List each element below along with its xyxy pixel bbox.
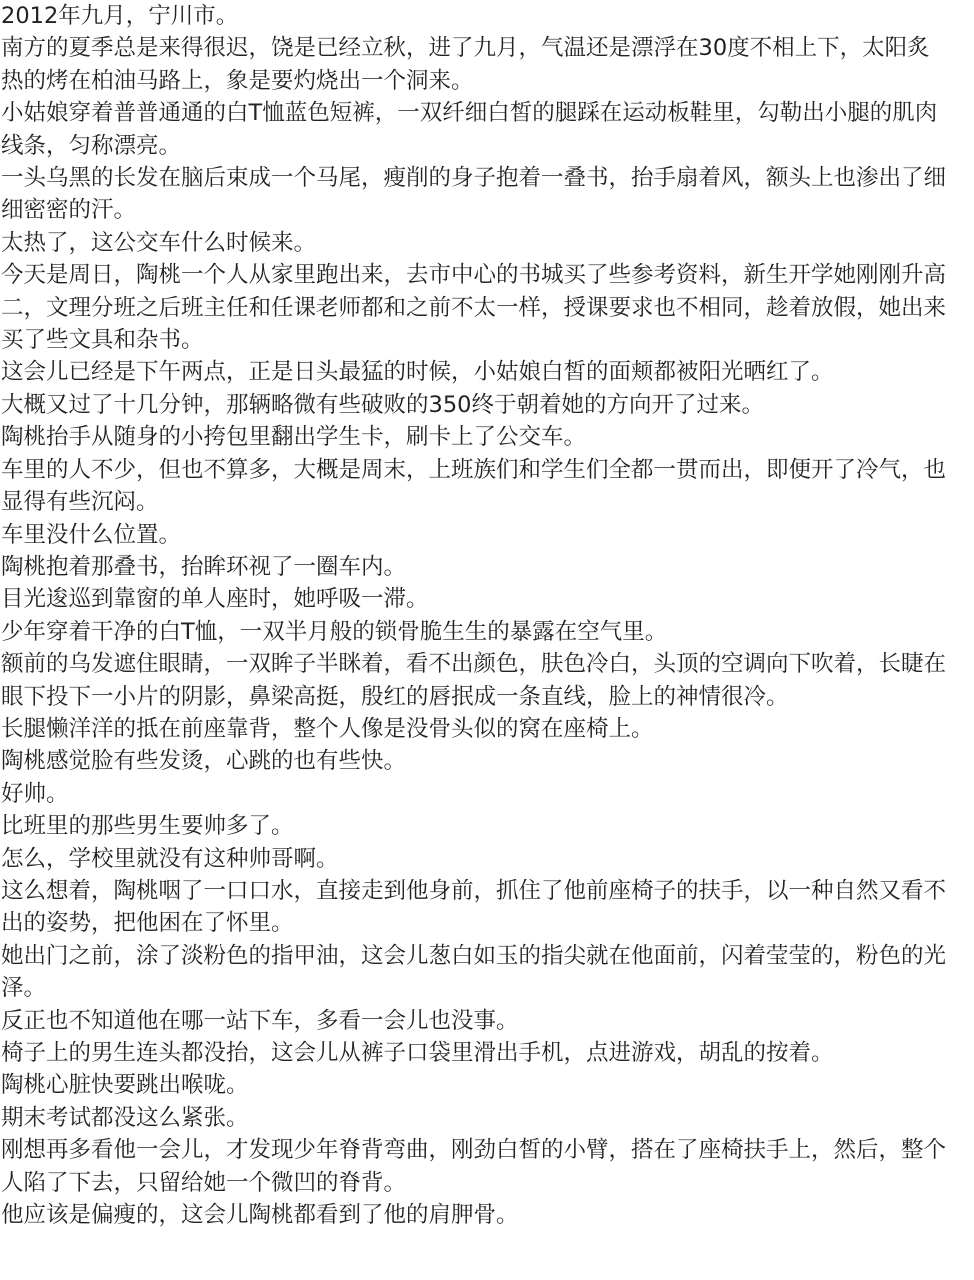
paragraph: 比班里的那些男生要帅多了。 xyxy=(1,813,294,840)
paragraph-list xyxy=(1,0,948,1231)
paragraph: 2012年九月，宁川市。 xyxy=(1,3,239,29)
paragraph: 好帅。 xyxy=(1,780,69,807)
paragraph: 怎么，学校里就没有这种帅哥啊。 xyxy=(1,845,339,872)
paragraph: 陶桃抬手从随身的小挎包里翻出学生卡，刷卡上了公交车。 xyxy=(1,424,587,451)
paragraph: 大概又过了十几分钟，那辆略微有些破败的350终于朝着她的方向开了过来。 xyxy=(1,391,764,418)
paragraph: 少年穿着干净的白T恤，一双半月般的锁骨脆生生的暴露在空气里。 xyxy=(1,618,668,645)
paragraph: 椅子上的男生连头都没抬，这会儿从裤子口袋里滑出手机，点进游戏，胡乱的按着。 xyxy=(1,1040,834,1066)
paragraph: 期末考试都没这么紧张。 xyxy=(1,1104,249,1131)
paragraph: 她出门之前，涂了淡粉色的指甲油，这会儿葱白如玉的指尖就在他面前，闪着莹莹的，粉色的光泽。 xyxy=(1,942,947,1002)
paragraph: 今天是周日，陶桃一个人从家里跑出来，去市中心的书城买了些参考资料，新生开学她刚刚升高二，文理分班之后班主任和任课老师都和之前不太一样，授课要求也不相同，趁着放假，她出来买了些文具和杂书。 xyxy=(1,262,947,354)
paragraph: 他应该是偏瘦的，这会儿陶桃都看到了他的肩胛骨。 xyxy=(1,1202,519,1229)
paragraph: 这会儿已经是下午两点，正是日头最猛的时候，小姑娘白皙的面颊都被阳光晒红了。 xyxy=(1,359,834,386)
paragraph: 车里的人不少，但也不算多，大概是周末，上班族们和学生们全都一贯而出，即便开了冷气，也显得有些沉闷。 xyxy=(1,456,947,516)
paragraph: 陶桃感觉脸有些发烫，心跳的也有些快。 xyxy=(1,748,407,775)
paragraph: 目光逡巡到靠窗的单人座时，她呼吸一滞。 xyxy=(1,586,429,613)
paragraph: 这么想着，陶桃咽了一口口水，直接走到他身前，抓住了他前座椅子的扶手，以一种自然又看不出的姿势，把他困在了怀里。 xyxy=(1,877,947,937)
paragraph: 刚想再多看他一会儿，才发现少年脊背弯曲，刚劲白皙的小臂，搭在了座椅扶手上，然后，整个人陷了下去，只留给她一个微凹的脊背。 xyxy=(1,1137,947,1196)
paragraph: 小姑娘穿着普普通通的白T恤蓝色短裤，一双纤细白皙的腿踩在运动板鞋里，勾勒出小腿的肌肉线条，匀称漂亮。 xyxy=(1,100,938,159)
paragraph: 反正也不知道他在哪一站下车，多看一会儿也没事。 xyxy=(1,1007,519,1034)
paragraph: 额前的乌发遮住眼睛，一双眸子半眯着，看不出颜色，肤色冷白，头顶的空调向下吹着，长睫在眼下投下一小片的阴影，鼻梁高挺，殷红的唇抿成一条直线，脸上的神情很冷。 xyxy=(1,651,947,710)
paragraph: 南方的夏季总是来得很迟，饶是已经立秋，进了九月，气温还是漂浮在30度不相上下，太阳炙热的烤在柏油马路上，象是要灼烧出一个洞来。 xyxy=(1,35,930,94)
paragraph: 太热了，这公交车什么时候来。 xyxy=(1,229,317,256)
paragraph: 陶桃心脏快要跳出喉咙。 xyxy=(1,1072,249,1099)
paragraph: 车里没什么位置。 xyxy=(1,521,182,548)
paragraph: 长腿懒洋洋的抵在前座靠背，整个人像是没骨头似的窝在座椅上。 xyxy=(1,715,654,742)
paragraph: 陶桃抱着那叠书，抬眸环视了一圈车内。 xyxy=(1,553,407,580)
paragraph: 一头乌黑的长发在脑后束成一个马尾，瘦削的身子抱着一叠书，抬手扇着风，额头上也渗出了细细密密的汗。 xyxy=(1,165,947,224)
